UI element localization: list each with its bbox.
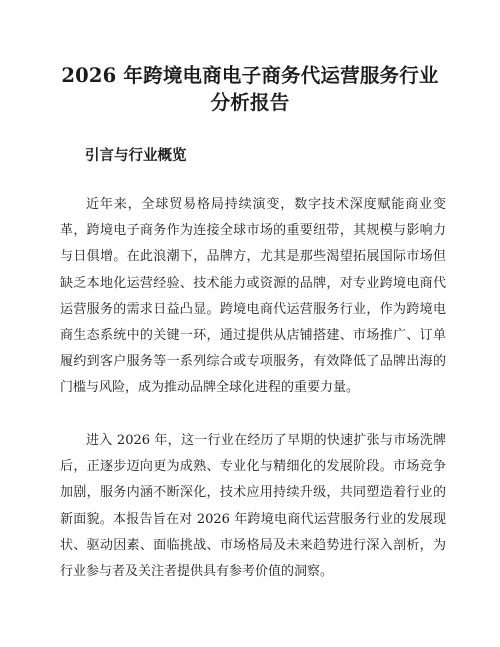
body-paragraph: 进入 2026 年，这一行业在经历了早期的快速扩张与市场洗牌后，正逐步迈向更为成熟、专业化与精细化的发展阶段。市场竞争加剧，服务内涵不断深化，技术应用持续升级，共同塑造着行业的新面貌。本报告旨在对 2026 年跨境电商代运营服务行业的发展现状、驱动因素、面临挑战、市场格局及未来趋势进行深入剖析，为行业参与者及关注者提供具有参考价值的洞察。 <box>60 433 446 580</box>
section-heading: 引言与行业概览 <box>85 148 187 164</box>
body-paragraph: 近年来，全球贸易格局持续演变，数字技术深度赋能商业变革，跨境电子商务作为连接全球市场的重要纽带，其规模与影响力与日俱增。在此浪潮下，品牌方，尤其是那些渴望拓展国际市场但缺乏本地化运营经验、技术能力或资源的品牌，对专业跨境电商代运营服务的需求日益凸显。跨境电商代运营服务行业，作为跨境电商生态系统中的关键一环，通过提供从店铺搭建、市场推广、订单履约到客户服务等一系列综合或专项服务，有效降低了品牌出海的门槛与风险，成为推动品牌全球化进程的重要力量。 <box>60 197 446 396</box>
document-title: 2026 年跨境电商电子商务代运营服务行业分析报告 <box>61 64 439 114</box>
